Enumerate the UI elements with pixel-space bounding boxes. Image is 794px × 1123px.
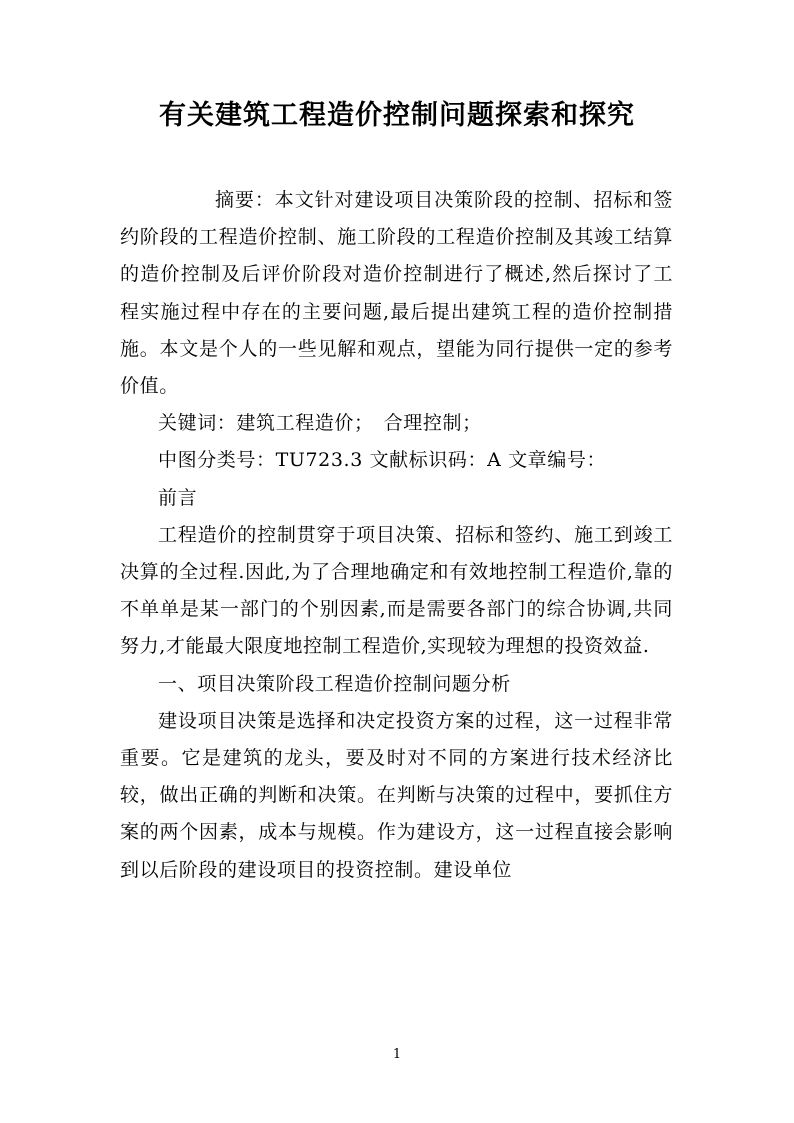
preface-paragraph: 工程造价的控制贯穿于项目决策、招标和签约、施工到竣工决算的全过程.因此,为了合理地确定和有效地控制工程造价,靠的不单单是某一部门的个别因素,而是需要各部门的综合协调,共同努力,才能最大限度地控制工程造价,实现较为理想的投资效益. xyxy=(120,523,673,658)
keywords-line: 关键词：建筑工程造价； 合理控制； xyxy=(158,412,482,435)
page-number: 1 xyxy=(392,1047,402,1062)
document-body xyxy=(120,182,673,889)
preface-heading: 前言 xyxy=(158,486,198,509)
document-title: 有关建筑工程造价控制问题探索和探究 xyxy=(159,100,635,131)
abstract-paragraph: 摘要：本文针对建设项目决策阶段的控制、招标和签约阶段的工程造价控制、施工阶段的工程造价控制及其竣工结算的造价控制及后评价阶段对造价控制进行了概述,然后探讨了工程实施过程中存在的主要问题,最后提出建筑工程的造价控制措施。本文是个人的一些见解和观点，望能为同行提供一定的参考价值。 xyxy=(120,189,673,398)
classification-line: 中图分类号：TU723.3 文献标识码：A 文章编号： xyxy=(158,449,607,472)
section-1-paragraph: 建设项目决策是选择和决定投资方案的过程，这一过程非常重要。它是建筑的龙头，要及时对不同的方案进行技术经济比较，做出正确的判断和决策。在判断与决策的过程中，要抓住方案的两个因素，成本与规模。作为建设方，这一过程直接会影响到以后阶段的建设项目的投资控制。建设单位 xyxy=(120,709,673,881)
section-heading-1: 一、项目决策阶段工程造价控制问题分析 xyxy=(158,672,511,695)
